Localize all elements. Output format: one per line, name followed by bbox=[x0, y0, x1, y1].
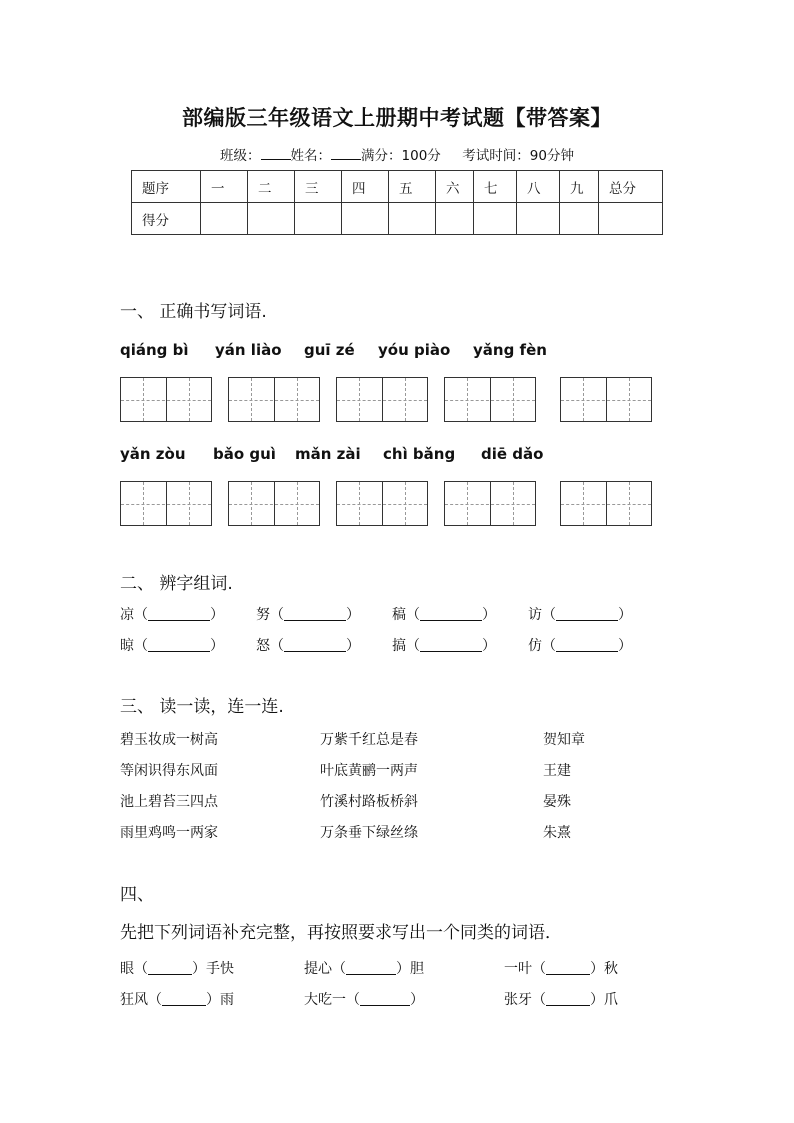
pinyin-item: yóu piào bbox=[378, 341, 451, 359]
answer-blank[interactable] bbox=[360, 991, 410, 1006]
score-header-cell: 二 bbox=[248, 171, 295, 203]
score-header-cell: 九 bbox=[560, 171, 599, 203]
char-prefix: 怒（ bbox=[256, 638, 284, 654]
pinyin-item: yǎng fèn bbox=[473, 341, 547, 359]
paren-close: ） bbox=[618, 607, 632, 623]
score-row-label: 得分 bbox=[132, 203, 201, 235]
idiom-pre: 一叶（ bbox=[504, 961, 546, 977]
pinyin-item: guī zé bbox=[304, 341, 355, 359]
section4-instruction: 先把下列词语补充完整，再按照要求写出一个同类的词语． bbox=[120, 923, 562, 943]
word-group-item bbox=[528, 635, 632, 655]
score-cell[interactable] bbox=[474, 203, 517, 235]
score-header-cell: 六 bbox=[436, 171, 474, 203]
score-table-header bbox=[132, 171, 663, 203]
full-score: 满分：100分 bbox=[361, 148, 441, 164]
char-prefix: 凉（ bbox=[120, 607, 148, 623]
score-table bbox=[131, 170, 663, 235]
char-prefix: 搞（ bbox=[392, 638, 420, 654]
word-group-item bbox=[256, 604, 360, 624]
pinyin-item: yǎn zòu bbox=[120, 445, 186, 463]
idiom-post: ）秋 bbox=[590, 961, 618, 977]
paren-close: ） bbox=[482, 638, 496, 654]
poem-line-first[interactable]: 等闲识得东风面 bbox=[120, 763, 218, 779]
answer-blank[interactable] bbox=[420, 606, 482, 621]
idiom-item bbox=[304, 989, 424, 1009]
writing-grid[interactable] bbox=[228, 377, 320, 422]
poet-name[interactable]: 王建 bbox=[543, 763, 571, 779]
score-cell[interactable] bbox=[389, 203, 436, 235]
score-cell[interactable] bbox=[295, 203, 342, 235]
idiom-post: ）爪 bbox=[590, 992, 618, 1008]
answer-blank[interactable] bbox=[162, 991, 206, 1006]
word-group-item bbox=[120, 635, 224, 655]
answer-blank[interactable] bbox=[556, 637, 618, 652]
char-prefix: 访（ bbox=[528, 607, 556, 623]
char-prefix: 努（ bbox=[256, 607, 284, 623]
poem-line-first[interactable]: 碧玉妆成一树高 bbox=[120, 732, 218, 748]
score-header-cell: 三 bbox=[295, 171, 342, 203]
idiom-item bbox=[120, 958, 234, 978]
poem-line-second[interactable]: 万紫千红总是春 bbox=[320, 732, 418, 748]
poet-name[interactable]: 贺知章 bbox=[543, 732, 585, 748]
idiom-post: ） bbox=[410, 992, 424, 1008]
idiom-pre: 大吃一（ bbox=[304, 992, 360, 1008]
idiom-item bbox=[504, 958, 618, 978]
answer-blank[interactable] bbox=[148, 637, 210, 652]
char-prefix: 仿（ bbox=[528, 638, 556, 654]
name-label: 姓名： bbox=[290, 148, 332, 164]
char-prefix: 晾（ bbox=[120, 638, 148, 654]
page-title: 部编版三年级语文上册期中考试题【带答案】 bbox=[182, 105, 612, 130]
idiom-item bbox=[120, 989, 234, 1009]
word-group-item bbox=[528, 604, 632, 624]
pinyin-item: yán liào bbox=[215, 341, 282, 359]
writing-grid[interactable] bbox=[228, 481, 320, 526]
pinyin-item: chì bǎng bbox=[383, 445, 456, 463]
answer-blank[interactable] bbox=[346, 960, 396, 975]
score-header-cell: 七 bbox=[474, 171, 517, 203]
poem-line-second[interactable]: 叶底黄鹂一两声 bbox=[320, 763, 418, 779]
score-cell[interactable] bbox=[560, 203, 599, 235]
section1-heading: 一、 正确书写词语. bbox=[120, 302, 267, 322]
idiom-post: ）雨 bbox=[206, 992, 234, 1008]
score-cell[interactable] bbox=[436, 203, 474, 235]
answer-blank[interactable] bbox=[556, 606, 618, 621]
section2-heading: 二、 辨字组词. bbox=[120, 574, 233, 594]
answer-blank[interactable] bbox=[420, 637, 482, 652]
answer-blank[interactable] bbox=[546, 960, 590, 975]
score-header-cell: 题序 bbox=[132, 171, 201, 203]
answer-blank[interactable] bbox=[148, 606, 210, 621]
writing-grid[interactable] bbox=[444, 377, 536, 422]
word-group-item bbox=[120, 604, 224, 624]
answer-blank[interactable] bbox=[284, 637, 346, 652]
writing-grid[interactable] bbox=[120, 377, 212, 422]
class-label: 班级： bbox=[220, 148, 261, 164]
pinyin-item: diē dǎo bbox=[481, 445, 544, 463]
score-table-row bbox=[132, 203, 663, 235]
class-blank[interactable] bbox=[261, 146, 291, 160]
paren-close: ） bbox=[210, 638, 224, 654]
writing-grid[interactable] bbox=[336, 377, 428, 422]
poem-line-second[interactable]: 万条垂下绿丝绦 bbox=[320, 825, 418, 841]
writing-grid[interactable] bbox=[336, 481, 428, 526]
score-header-cell: 八 bbox=[517, 171, 560, 203]
paren-close: ） bbox=[482, 607, 496, 623]
word-group-item bbox=[256, 635, 360, 655]
writing-grid[interactable] bbox=[444, 481, 536, 526]
idiom-pre: 提心（ bbox=[304, 961, 346, 977]
answer-blank[interactable] bbox=[284, 606, 346, 621]
writing-grid[interactable] bbox=[120, 481, 212, 526]
score-cell[interactable] bbox=[201, 203, 248, 235]
paren-close: ） bbox=[210, 607, 224, 623]
poet-name[interactable]: 晏殊 bbox=[543, 794, 571, 810]
word-group-item bbox=[392, 635, 496, 655]
paren-close: ） bbox=[618, 638, 632, 654]
idiom-post: ）胆 bbox=[396, 961, 424, 977]
paren-close: ） bbox=[346, 607, 360, 623]
student-info-line bbox=[0, 144, 794, 164]
pinyin-item: mǎn zài bbox=[295, 445, 361, 463]
paren-close: ） bbox=[346, 638, 360, 654]
answer-blank[interactable] bbox=[148, 960, 192, 975]
idiom-pre: 狂风（ bbox=[120, 992, 162, 1008]
score-cell[interactable] bbox=[599, 203, 663, 235]
idiom-item bbox=[304, 958, 424, 978]
writing-grid[interactable] bbox=[560, 481, 652, 526]
poem-line-first[interactable]: 雨里鸡鸣一两家 bbox=[120, 825, 218, 841]
score-cell[interactable] bbox=[517, 203, 560, 235]
score-header-cell: 一 bbox=[201, 171, 248, 203]
poem-line-first[interactable]: 池上碧苔三四点 bbox=[120, 794, 218, 810]
score-header-cell: 总分 bbox=[599, 171, 663, 203]
idiom-item bbox=[504, 989, 618, 1009]
idiom-post: ）手快 bbox=[192, 961, 234, 977]
score-header-cell: 四 bbox=[342, 171, 389, 203]
pinyin-item: qiáng bì bbox=[120, 341, 189, 359]
writing-grid[interactable] bbox=[560, 377, 652, 422]
char-prefix: 稿（ bbox=[392, 607, 420, 623]
exam-time: 考试时间：90分钟 bbox=[462, 148, 574, 164]
score-cell[interactable] bbox=[342, 203, 389, 235]
poet-name[interactable]: 朱熹 bbox=[543, 825, 571, 841]
section3-heading: 三、 读一读，连一连. bbox=[120, 697, 284, 717]
pinyin-item: bǎo guì bbox=[213, 445, 276, 463]
word-group-item bbox=[392, 604, 496, 624]
section4-heading: 四、 bbox=[120, 885, 154, 905]
poem-line-second[interactable]: 竹溪村路板桥斜 bbox=[320, 794, 418, 810]
idiom-pre: 眼（ bbox=[120, 961, 148, 977]
score-cell[interactable] bbox=[248, 203, 295, 235]
idiom-pre: 张牙（ bbox=[504, 992, 546, 1008]
name-blank[interactable] bbox=[331, 146, 361, 160]
score-header-cell: 五 bbox=[389, 171, 436, 203]
answer-blank[interactable] bbox=[546, 991, 590, 1006]
